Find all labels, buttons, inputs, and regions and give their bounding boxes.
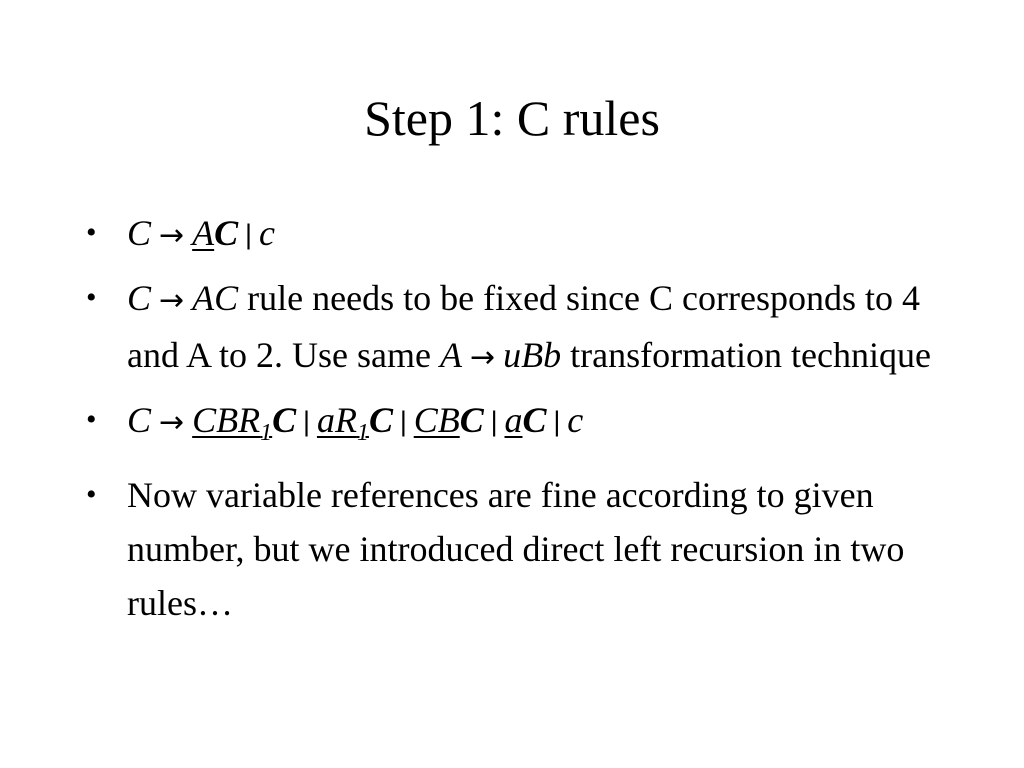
rule-rhs: AC <box>192 278 239 318</box>
bullet-dot-icon: • <box>86 478 97 511</box>
alt4-underlined: a <box>504 400 523 440</box>
alternation-bar: | <box>244 220 253 250</box>
alternation-bar: | <box>302 407 311 437</box>
alt1-underlined <box>192 400 273 446</box>
nonterminal-c: C <box>127 400 152 440</box>
bullet-text: rule needs to be fixed since C corresponds to 4 and A to 2. Use same <box>127 278 920 375</box>
alternation-bar: | <box>398 407 408 437</box>
alt1-subscript: 1 <box>260 420 273 446</box>
arrow-icon: → <box>159 218 185 253</box>
bullet-text: Now variable references are fine according to given number, but we introduced direct left recursion in two rules… <box>127 475 905 623</box>
bullet-dot-icon: • <box>86 403 97 436</box>
slide-title: Step 1: C rules <box>364 90 660 146</box>
nonterminal-c-bold: C <box>214 213 239 253</box>
arrow-icon: → <box>159 283 185 318</box>
bullet-item-2 <box>86 271 946 385</box>
alternation-bar: | <box>489 407 499 437</box>
bullet-list <box>86 206 946 638</box>
bullet-dot-icon: • <box>86 216 97 249</box>
alternation-bar: | <box>552 407 562 437</box>
arrow-icon: → <box>159 405 185 440</box>
arrow-icon: → <box>469 340 496 375</box>
alt2-subscript: 1 <box>356 420 369 446</box>
alt1-c-bold: C <box>272 400 297 440</box>
alt3-c-bold: C <box>459 400 484 440</box>
nonterminal-a: A <box>192 213 215 253</box>
alt2-text: aR <box>316 400 357 440</box>
terminal-c: c <box>567 400 584 440</box>
terminal-c: c <box>258 213 275 253</box>
alt3-underlined: CB <box>413 400 460 440</box>
rule-lhs: C <box>127 278 152 318</box>
bullet-item-1 <box>86 206 946 263</box>
nonterminal-a: A <box>439 335 462 375</box>
nonterminal-c: C <box>127 213 152 253</box>
alt1-text: CBR <box>192 400 261 440</box>
alt2-underlined <box>316 400 369 446</box>
bullet-dot-icon: • <box>86 281 97 314</box>
alt4-c-bold: C <box>522 400 547 440</box>
bullet-item-3 <box>86 393 946 460</box>
bullet-item-4 <box>86 468 946 630</box>
bullet-text: transformation technique <box>561 335 931 375</box>
rule-ubb: uBb <box>503 335 562 375</box>
alt2-c-bold: C <box>368 400 393 440</box>
